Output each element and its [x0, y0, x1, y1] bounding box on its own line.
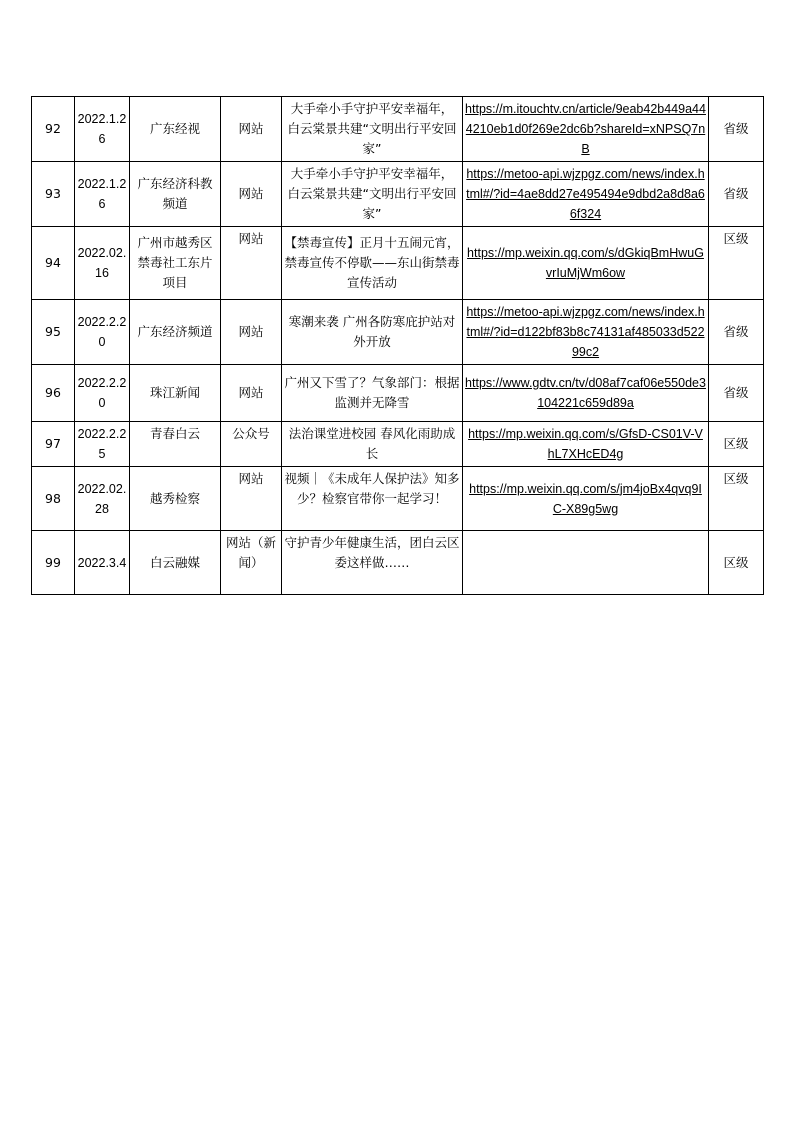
media-level: 省级 — [709, 365, 764, 422]
publish-date: 2022.3.4 — [75, 531, 130, 595]
report-title: 守护青少年健康生活，团白云区委这样做…… — [282, 531, 463, 595]
media-type: 网站 — [221, 467, 282, 531]
media-outlet: 珠江新闻 — [130, 365, 221, 422]
publish-date: 2022.02.28 — [75, 467, 130, 531]
media-outlet: 广东经济科教频道 — [130, 162, 221, 227]
row-number: 96 — [32, 365, 75, 422]
media-outlet: 广东经济频道 — [130, 300, 221, 365]
publish-date: 2022.02.16 — [75, 227, 130, 300]
media-type: 网站 — [221, 97, 282, 162]
media-level: 区级 — [709, 227, 764, 300]
link-cell — [463, 365, 709, 422]
row-number: 93 — [32, 162, 75, 227]
link-cell — [463, 422, 709, 467]
media-level: 区级 — [709, 467, 764, 531]
report-link[interactable]: https://metoo-api.wjzpgz.com/news/index.html#/?id=d122bf83b8c74131af485033d52299c2 — [466, 305, 705, 359]
media-outlet: 广州市越秀区禁毒社工东片项目 — [130, 227, 221, 300]
link-cell — [463, 300, 709, 365]
row-number: 95 — [32, 300, 75, 365]
media-outlet: 青春白云 — [130, 422, 221, 467]
table-row — [32, 227, 764, 300]
report-title: 法治课堂进校园 春风化雨助成长 — [282, 422, 463, 467]
media-type: 公众号 — [221, 422, 282, 467]
media-level: 区级 — [709, 531, 764, 595]
media-level: 区级 — [709, 422, 764, 467]
report-link[interactable]: https://mp.weixin.qq.com/s/dGkiqBmHwuGvrIuMjWm6ow — [467, 246, 704, 280]
report-title: 大手牵小手守护平安幸福年， 白云棠景共建“文明出行平安回家” — [282, 162, 463, 227]
table-row — [32, 162, 764, 227]
link-cell — [463, 227, 709, 300]
link-cell — [463, 97, 709, 162]
report-title: 广州又下雪了？气象部门：根据监测并无降雪 — [282, 365, 463, 422]
publish-date: 2022.2.20 — [75, 365, 130, 422]
publish-date: 2022.2.20 — [75, 300, 130, 365]
media-outlet: 越秀检察 — [130, 467, 221, 531]
media-level: 省级 — [709, 97, 764, 162]
publish-date: 2022.2.25 — [75, 422, 130, 467]
table-row — [32, 300, 764, 365]
report-title: 寒潮来袭 广州各防寒庇护站对外开放 — [282, 300, 463, 365]
table-row — [32, 97, 764, 162]
row-number: 94 — [32, 227, 75, 300]
table-row — [32, 365, 764, 422]
media-type: 网站 — [221, 300, 282, 365]
media-report-table — [31, 96, 764, 595]
publish-date: 2022.1.26 — [75, 97, 130, 162]
media-outlet: 广东经视 — [130, 97, 221, 162]
publish-date: 2022.1.26 — [75, 162, 130, 227]
media-type: 网站 — [221, 162, 282, 227]
table-row — [32, 422, 764, 467]
link-cell — [463, 531, 709, 595]
table-row — [32, 467, 764, 531]
link-cell — [463, 467, 709, 531]
row-number: 99 — [32, 531, 75, 595]
report-title: 大手牵小手守护平安幸福年， 白云棠景共建“文明出行平安回家” — [282, 97, 463, 162]
media-level: 省级 — [709, 162, 764, 227]
row-number: 98 — [32, 467, 75, 531]
report-link[interactable]: https://www.gdtv.cn/tv/d08af7caf06e550de3104221c659d89a — [465, 376, 706, 410]
media-outlet: 白云融媒 — [130, 531, 221, 595]
report-link[interactable]: https://metoo-api.wjzpgz.com/news/index.html#/?id=4ae8dd27e495494e9dbd2a8d8a66f324 — [466, 167, 705, 221]
report-link[interactable]: https://mp.weixin.qq.com/s/jm4joBx4qvq9IC-X89g5wg — [469, 481, 702, 516]
report-title: 视频｜《未成年人保护法》知多少？检察官带你一起学习！ — [282, 467, 463, 531]
media-type: 网站 — [221, 227, 282, 300]
report-link[interactable]: https://m.itouchtv.cn/article/9eab42b449a444210eb1d0f269e2dc6b?shareId=xNPSQ7nB — [465, 102, 706, 156]
row-number: 97 — [32, 422, 75, 467]
link-cell — [463, 162, 709, 227]
media-type: 网站 — [221, 365, 282, 422]
media-level: 省级 — [709, 300, 764, 365]
report-link[interactable]: https://mp.weixin.qq.com/s/GfsD-CS01V-VhL7XHcED4g — [468, 427, 703, 461]
row-number: 92 — [32, 97, 75, 162]
table-row — [32, 531, 764, 595]
media-type: 网站（新闻） — [221, 531, 282, 595]
report-title: 【禁毒宣传】正月十五闹元宵，禁毒宣传不停歇——东山街禁毒宣传活动 — [282, 227, 463, 300]
